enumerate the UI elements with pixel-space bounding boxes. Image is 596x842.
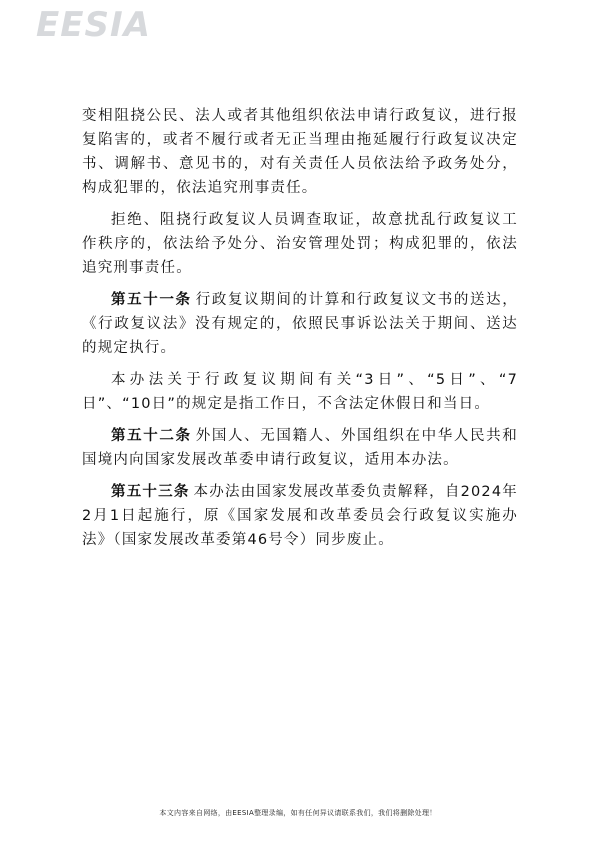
article-52-heading: 第五十二条 <box>111 428 192 444</box>
paragraph-4-text: 本办法关于行政复议期间有关“3日”、“5日”、“7日”、“10日”的规定是指工作日，不含法定休假日和当日。 <box>82 372 518 412</box>
article-51-text: 行政复议期间的计算和行政复议文书的送达，《行政复议法》没有规定的，依照民事诉讼法关于期间、送达的规定执行。 <box>82 292 518 356</box>
article-52-text: 外国人、无国籍人、外国组织在中华人民共和国境内向国家发展改革委申请行政复议，适用本办法。 <box>82 428 518 468</box>
paragraph-2 <box>82 208 518 280</box>
document-body <box>82 104 518 552</box>
article-51 <box>82 288 518 360</box>
article-52 <box>82 424 518 472</box>
paragraph-2-text: 拒绝、阻挠行政复议人员调查取证，故意扰乱行政复议工作秩序的，依法给予处分、治安管理处罚；构成犯罪的，依法追究刑事责任。 <box>82 212 518 276</box>
article-53-text: 本办法由国家发展改革委负责解释，自2024年2月1日起施行，原《国家发展和改革委员会行政复议实施办法》（国家发展改革委第46号令）同步废止。 <box>82 484 518 548</box>
article-53 <box>82 480 518 552</box>
footer-disclaimer: 本文内容来自网络，由EESIA整理录编，如有任何异议请联系我们，我们将删除处理！ <box>159 809 437 817</box>
article-51-heading: 第五十一条 <box>111 292 192 308</box>
paragraph-1 <box>82 104 518 200</box>
eesia-logo: EESIA <box>36 5 151 45</box>
paragraph-1-text: 变相阻挠公民、法人或者其他组织依法申请行政复议，进行报复陷害的，或者不履行或者无正当理由拖延履行行政复议决定书、调解书、意见书的，对有关责任人员依法给予政务处分，构成犯罪的，依法追究刑事责任。 <box>82 108 518 196</box>
paragraph-4 <box>82 368 518 416</box>
article-53-heading: 第五十三条 <box>111 484 190 500</box>
